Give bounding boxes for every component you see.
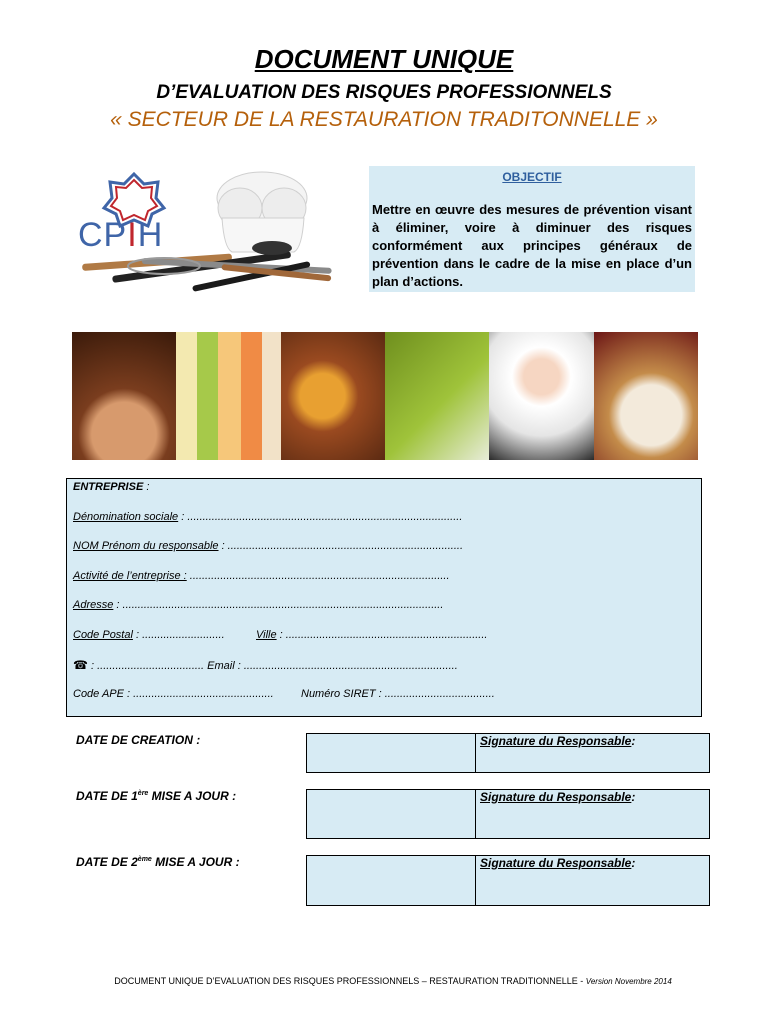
adresse-field[interactable]: Adresse : ......................................................................................................... [73,599,444,611]
banner-photo-drinks [176,332,280,460]
food-photo-banner [72,332,698,460]
cpih-logo-illustration [72,168,340,304]
phone-email-field[interactable]: ☎ : ................................... Email : ...................................................................... [73,658,458,672]
document-title: DOCUMENT UNIQUE [254,44,514,74]
objectif-box [369,166,695,292]
code-postal-field[interactable]: Code Postal : ........................... [73,629,225,641]
responsable-name-field[interactable]: NOM Prénom du responsable : ............................................................................. [73,540,464,552]
date-maj2-input[interactable] [307,856,476,905]
code-ape-field[interactable]: Code APE : .............................................. [73,688,274,700]
signature-table-maj1[interactable] [306,789,710,839]
banner-photo-chef [489,332,593,460]
signature-cell[interactable]: Signature du Responsable: [480,856,636,870]
banner-photo-plated-dish [594,332,698,460]
entreprise-heading: ENTREPRISE : [73,481,150,493]
denomination-field[interactable]: Dénomination sociale : .......................................................................................... [73,511,463,523]
date-creation-label: DATE DE CREATION : [76,733,201,747]
cpih-logo: CPIH [78,216,164,254]
date-creation-input[interactable] [307,734,476,772]
signature-cell[interactable]: Signature du Responsable: [480,734,636,748]
signature-cell[interactable]: Signature du Responsable: [480,790,636,804]
telephone-icon: ☎ [73,658,88,672]
objectif-text: Mettre en œuvre des mesures de prévention visant à éliminer, voire à diminuer des risques conformément aux principes généraux de prévention dans le cadre de la mise en place d’un plan d’actions. [372,202,692,289]
ville-field[interactable]: Ville : .................................................................. [256,629,488,641]
signature-table-creation[interactable] [306,733,710,773]
sector-title: « SECTEUR DE LA RESTAURATION TRADITONNELLE » [110,108,658,131]
document-subtitle: D’EVALUATION DES RISQUES PROFESSIONNELS [156,82,612,103]
date-maj1-label: DATE DE 1ère MISE A JOUR : [76,789,237,803]
objectif-title: OBJECTIF [502,170,562,184]
signature-table-maj2[interactable] [306,855,710,906]
activite-field[interactable]: Activité de l’entreprise : ..................................................................................... [73,570,450,582]
date-maj1-input[interactable] [307,790,476,838]
date-maj2-label: DATE DE 2ème MISE A JOUR : [76,855,240,869]
company-info-form [66,478,702,717]
banner-photo-spices [281,332,385,460]
banner-photo-meat-dish [72,332,176,460]
page-footer: DOCUMENT UNIQUE D’EVALUATION DES RISQUES PROFESSIONNELS – RESTAURATION TRADITIONNELLE - Version Novembre 2014 [114,976,672,986]
siret-field[interactable]: Numéro SIRET : .................................... [301,688,495,700]
banner-photo-fork-napkin [385,332,489,460]
